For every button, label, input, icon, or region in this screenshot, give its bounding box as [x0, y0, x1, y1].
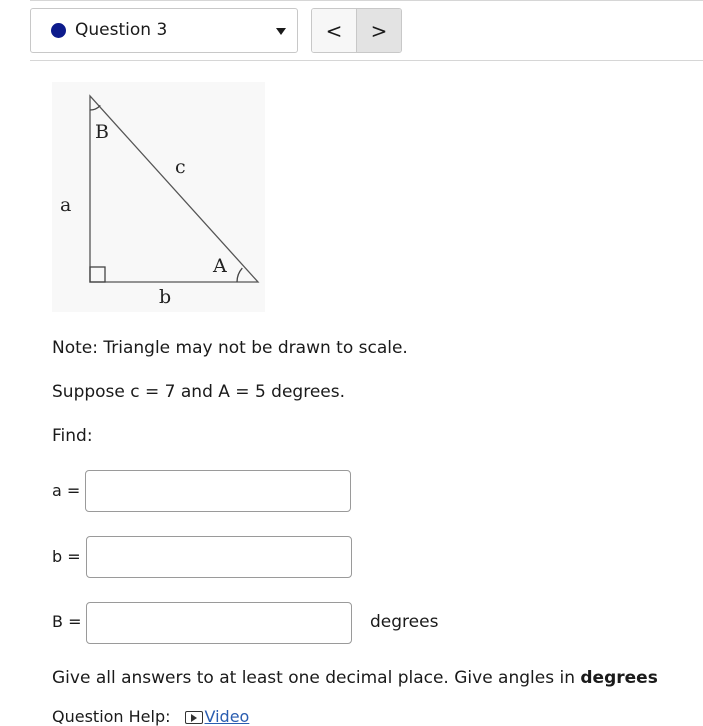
B-unit-label: degrees [370, 612, 439, 632]
B-answer-input[interactable] [86, 602, 352, 644]
question-help [52, 707, 249, 726]
side-a-label: a [60, 194, 72, 216]
triangle-figure [52, 82, 265, 312]
angle-B-label: B [95, 121, 109, 143]
triangle-outline [90, 96, 258, 282]
scale-note: Note: Triangle may not be drawn to scale. [52, 338, 408, 358]
find-label: Find: [52, 426, 93, 446]
side-c-label: c [175, 156, 186, 178]
side-b-label: b [159, 286, 172, 308]
given-values: Suppose c = 7 and A = 5 degrees. [52, 382, 346, 402]
question-select-label: Question 3 [75, 20, 168, 40]
question-status-dot [51, 23, 66, 38]
right-triangle-diagram [52, 82, 265, 312]
help-label: Question Help: [52, 707, 171, 726]
next-question-button[interactable]: > [357, 9, 401, 52]
dropdown-caret-icon [276, 28, 286, 35]
b-answer-input[interactable] [86, 536, 352, 578]
video-play-icon[interactable] [185, 711, 203, 724]
instructions-text: Give all answers to at least one decimal place. Give angles in [52, 668, 581, 688]
b-field-label: b = [52, 547, 81, 566]
angle-A-arc [237, 268, 242, 282]
a-answer-input[interactable] [85, 470, 351, 512]
right-angle-marker [90, 267, 105, 282]
angle-A-label: A [213, 255, 227, 277]
question-nav-group [311, 8, 402, 53]
top-divider [30, 0, 703, 1]
header-divider [30, 60, 703, 61]
answer-instructions [52, 668, 658, 688]
angle-B-arc [90, 105, 100, 110]
a-field-label: a = [52, 481, 81, 500]
video-help-link[interactable]: Video [204, 707, 250, 726]
B-field-label: B = [52, 612, 82, 631]
question-select[interactable] [30, 8, 298, 53]
previous-question-button[interactable]: < [312, 9, 357, 52]
instructions-emphasis: degrees [580, 668, 658, 688]
